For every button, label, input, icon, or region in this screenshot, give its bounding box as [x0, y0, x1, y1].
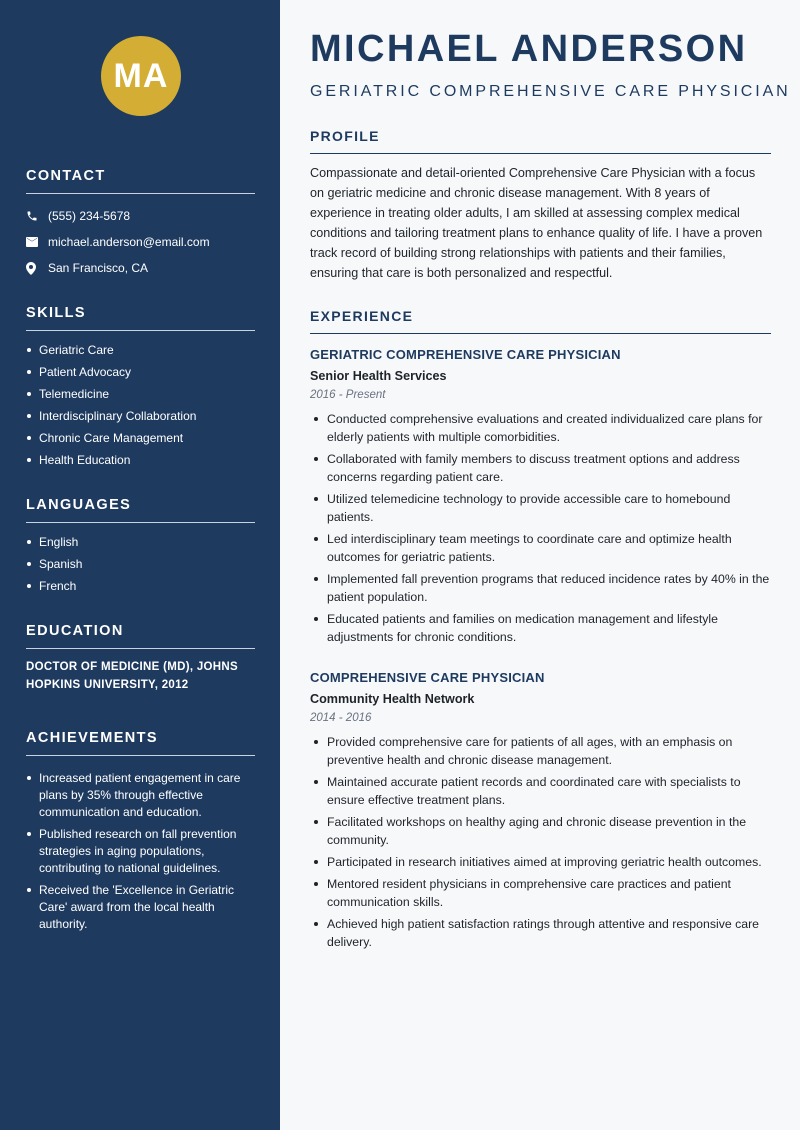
avatar	[101, 36, 181, 116]
job-bullet: Mentored resident physicians in comprehensive care practices and patient communication skills.	[310, 875, 771, 911]
language-item: Spanish	[26, 556, 255, 573]
contact-heading: CONTACT	[26, 168, 255, 194]
job-bullet: Conducted comprehensive evaluations and created individualized care plans for elderly patients with multiple comorbidities.	[310, 410, 771, 446]
job-dates: 2014 - 2016	[310, 712, 372, 724]
job-title: GERIATRIC COMPREHENSIVE CARE PHYSICIAN	[310, 347, 621, 362]
job-company: Senior Health Services	[310, 369, 447, 383]
sidebar	[0, 0, 280, 1130]
contact-phone[interactable]	[26, 203, 255, 229]
experience-heading: EXPERIENCE	[310, 308, 771, 334]
candidate-title: GERIATRIC COMPREHENSIVE CARE PHYSICIAN	[310, 83, 791, 100]
profile-heading: PROFILE	[310, 128, 771, 154]
job-bullet: Utilized telemedicine technology to provide accessible care to homebound patients.	[310, 490, 771, 526]
job-bullet: Collaborated with family members to discuss treatment options and address concerns regarding patient care.	[310, 450, 771, 486]
contact-email[interactable]	[26, 229, 255, 255]
achievement-item: Published research on fall prevention strategies in aging populations, contributing to national guidelines.	[26, 826, 255, 877]
avatar-initials: MA	[113, 56, 169, 95]
skill-item: Interdisciplinary Collaboration	[26, 408, 255, 425]
achievements-section	[26, 730, 255, 938]
job-bullet: Led interdisciplinary team meetings to coordinate care and optimize health outcomes for geriatric patients.	[310, 530, 771, 566]
job-entry	[310, 670, 771, 955]
job-bullet: Achieved high patient satisfaction ratings through attentive and responsive care delivery.	[310, 915, 771, 951]
email-text: michael.anderson@email.com	[48, 235, 210, 249]
contact-section	[26, 168, 255, 281]
achievements-list	[26, 770, 255, 933]
job-bullet: Provided comprehensive care for patients of all ages, with an emphasis on preventive health and chronic disease management.	[310, 733, 771, 769]
location-pin-icon	[26, 262, 48, 275]
skill-item: Geriatric Care	[26, 342, 255, 359]
achievements-heading: ACHIEVEMENTS	[26, 730, 255, 756]
skills-section	[26, 305, 255, 474]
job-title: COMPREHENSIVE CARE PHYSICIAN	[310, 670, 545, 685]
skill-item: Chronic Care Management	[26, 430, 255, 447]
job-entry	[310, 347, 771, 650]
job-company: Community Health Network	[310, 692, 475, 706]
achievement-item: Received the 'Excellence in Geriatric Care' award from the local health authority.	[26, 882, 255, 933]
language-item: French	[26, 578, 255, 595]
job-bullet: Participated in research initiatives aimed at improving geriatric health outcomes.	[310, 853, 771, 871]
languages-list	[26, 534, 255, 595]
education-section	[26, 623, 255, 694]
contact-location	[26, 255, 255, 281]
profile-section	[310, 128, 771, 283]
job-bullet: Facilitated workshops on healthy aging and chronic disease prevention in the community.	[310, 813, 771, 849]
email-icon	[26, 237, 48, 247]
job-bullets	[310, 410, 771, 646]
skills-list	[26, 342, 255, 469]
education-text: DOCTOR OF MEDICINE (MD), JOHNS HOPKINS UNIVERSITY, 2012	[26, 661, 238, 691]
languages-section	[26, 497, 255, 600]
skill-item: Telemedicine	[26, 386, 255, 403]
location-text: San Francisco, CA	[48, 261, 149, 275]
language-item: English	[26, 534, 255, 551]
skills-heading: SKILLS	[26, 305, 255, 331]
skill-item: Health Education	[26, 452, 255, 469]
education-heading: EDUCATION	[26, 623, 255, 649]
job-bullet: Maintained accurate patient records and coordinated care with specialists to ensure effective treatment plans.	[310, 773, 771, 809]
skill-item: Patient Advocacy	[26, 364, 255, 381]
phone-text: (555) 234-5678	[48, 209, 131, 223]
experience-section	[310, 308, 771, 334]
job-dates: 2016 - Present	[310, 389, 386, 401]
phone-icon	[26, 210, 48, 222]
candidate-name: MICHAEL ANDERSON	[310, 28, 748, 70]
job-bullet: Implemented fall prevention programs that reduced incidence rates by 40% in the patient population.	[310, 570, 771, 606]
job-bullet: Educated patients and families on medication management and lifestyle adjustments for chronic conditions.	[310, 610, 771, 646]
languages-heading: LANGUAGES	[26, 497, 255, 523]
job-bullets	[310, 733, 771, 951]
profile-text: Compassionate and detail-oriented Comprehensive Care Physician with a focus on geriatric medicine and chronic disease management. With 8 years of experience in treating older adults, I am skilled at assessing complex medical conditions and tailoring treatment plans to enhance quality of life. I have a proven track record of building strong relationships with patients and their families, ensuring that care is both personalized and respectful.	[310, 166, 763, 280]
achievement-item: Increased patient engagement in care plans by 35% through effective communication and education.	[26, 770, 255, 821]
